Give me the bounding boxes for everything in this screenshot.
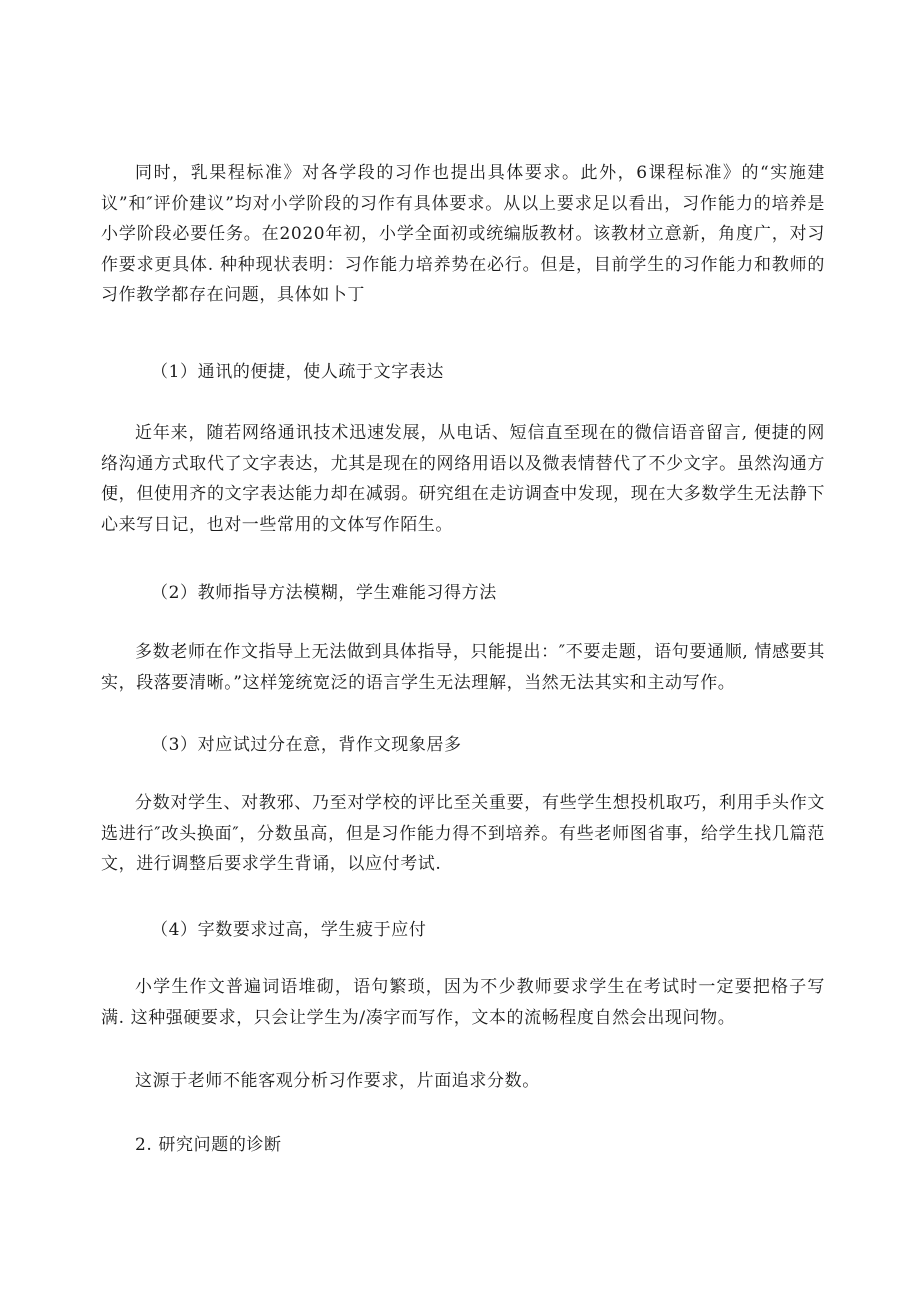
subheading-2: （2）教师指导方法模糊，学生难能习得方法	[151, 583, 497, 603]
paragraph-4: 小学生作文普遍词语堆砌，语句繁琐，因为不少教师要求学生在考试时一定要把格子写满. 这种强硬要求，只会让学生为/凑字而写作，文本的流畅程度自然会出现问物。	[101, 977, 825, 1028]
paragraph-2: 多数老师在作文指导上无法做到具体指导，只能提出：″不要走题，语句要通顺, 情感要其实，段落要清晰。”这样笼统宽泛的语言学生无法理解，当然无法其实和主动写作。	[101, 642, 825, 693]
paragraph-1: 近年来，随若网络通讯技术迅速发展，从电话、短信直至现在的微信语音留言, 便捷的网络沟通方式取代了文字表达，尤其是现在的网络用语以及微表情替代了不少文字。虽然沟通方便，但使用齐的文字表达能力却在减弱。研究组在走访调查中发现，现在大多数学生无法静下心来写日记，也对一些常用的文体写作陌生。	[101, 423, 825, 535]
subheading-1: （1）通讯的便捷，使人疏于文字表达	[151, 362, 445, 382]
paragraph-intro: 同时，乳果程标准》对各学段的习作也提出具体要求。此外，6课程标准》的“实施建议”和″评价建议”均对小学阶段的习作有具体要求。从以上要求足以看出，习作能力的培养是小学阶段必要任务。在2020年初，小学全面初或统编版教材。该教材立意新，角度广，对习作要求更具体. 种种现状表明：习作能力培养势在必行。但是，目前学生的习作能力和教师的习作教学都存在问题，具体如卜丁	[101, 163, 825, 305]
subheading-3: （3）对应试过分在意，背作文现象居多	[151, 735, 462, 755]
paragraph-3: 分数对学生、对教邪、乃至对学校的评比至关重要，有些学生想投机取巧，利用手头作文选进行″改头换面″，分数虽高，但是习作能力得不到培养。有些老师图省事，给学生找几篇范文，进行调整后要求学生背诵，以应付考试.	[101, 793, 825, 874]
paragraph-5: 这源于老师不能客观分析习作要求，片面追求分数。	[135, 1071, 540, 1091]
subheading-4: （4）字数要求过高，学生疲于应付	[151, 920, 427, 940]
section-heading: 2. 研究问题的诊断	[135, 1135, 282, 1155]
